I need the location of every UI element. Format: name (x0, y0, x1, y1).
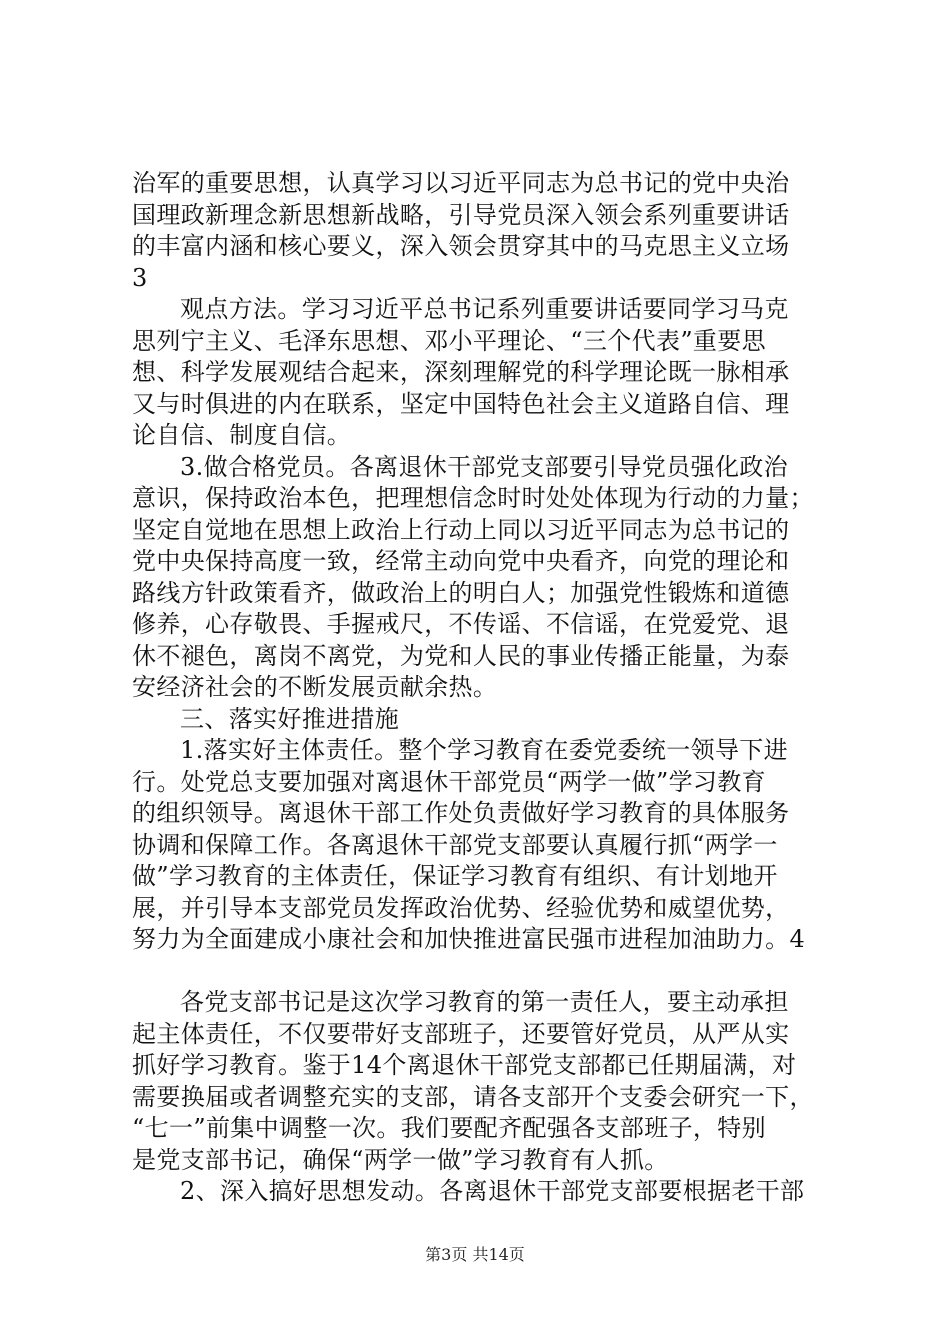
text-line: 展，并引导本支部党员发挥政治优势、经验优势和威望优势， (132, 893, 790, 922)
paragraph-start-line: 1.落实好主体责任。整个学习教育在委党委统一领导下进 (180, 736, 788, 764)
text-line: 协调和保障工作。各离退休干部党支部要认真履行抓“两学一 (132, 830, 778, 859)
text-line: 行。处党总支要加强对离退休干部党员“两学一做”学习教育 (132, 767, 766, 796)
text-line: “七一”前集中调整一次。我们要配齐配强各支部班子，特别 (132, 1114, 766, 1142)
text-line: 治军的重要思想，认真学习以习近平同志为总书记的党中央治 (132, 169, 790, 197)
blank-line (132, 956, 832, 988)
text-line: 党中央保持高度一致，经常主动向党中央看齐，向党的理论和 (132, 547, 790, 575)
text-line: 安经济社会的不断发展贡献余热。 (132, 673, 498, 701)
text-line: 国理政新理念新思想新战略，引导党员深入领会系列重要讲话 (132, 200, 790, 229)
text-line: 坚定自觉地在思想上政治上行动上同以习近平同志为总书记的 (132, 515, 790, 544)
page-number-footer: 第3页 共14页 (425, 1245, 525, 1264)
text-line: 的丰富内涵和核心要义，深入领会贯穿其中的马克思主义立场 (132, 232, 790, 260)
text-line: 想、科学发展观结合起来，深刻理解党的科学理论既一脉相承 (132, 358, 790, 386)
paragraph-start-line: 观点方法。学习习近平总书记系列重要讲话要同学习马克 (180, 295, 789, 323)
paragraph-start-line: 3.做合格党员。各离退休干部党支部要引导党员强化政治 (180, 452, 788, 481)
text-line: 休不褪色，离岗不离党，为党和人民的事业传播正能量，为泰 (132, 641, 790, 670)
text-line: 做”学习教育的主体责任，保证学习教育有组织、有计划地开 (132, 862, 778, 890)
text-line: 努力为全面建成小康社会和加快推进富民强市进程加油助力。4 (132, 925, 806, 953)
text-line: 修养，心存敬畏、手握戒尺，不传谣、不信谣，在党爱党、退 (132, 610, 790, 638)
text-line: 抓好学习教育。鉴于14个离退休干部党支部都已任期届满，对 (132, 1051, 797, 1079)
section-heading: 三、落实好推进措施 (180, 704, 400, 733)
paragraph-start-line: 各党支部书记是这次学习教育的第一责任人，要主动承担 (180, 988, 789, 1016)
document-body (132, 168, 832, 1208)
text-line: 又与时俱进的内在联系，坚定中国特色社会主义道路自信、理 (132, 389, 790, 418)
text-line: 路线方针政策看齐，做政治上的明白人；加强党性锻炼和道德 (132, 578, 790, 607)
text-line: 是党支部书记，确保“两学一做”学习教育有人抓。 (132, 1145, 669, 1174)
text-line: 需要换届或者调整充实的支部，请各支部开个支委会研究一下， (132, 1082, 814, 1111)
page-marker: 3 (132, 263, 148, 292)
paragraph-start-line: 2、深入搞好思想发动。各离退休干部党支部要根据老干部 (180, 1177, 805, 1205)
text-line: 的组织领导。离退休干部工作处负责做好学习教育的具体服务 (132, 799, 790, 827)
text-line: 起主体责任，不仅要带好支部班子，还要管好党员，从严从实 (132, 1019, 790, 1048)
text-line: 思列宁主义、毛泽东思想、邓小平理论、“三个代表”重要思 (132, 326, 766, 355)
text-line: 意识，保持政治本色，把理想信念时时处处体现为行动的力量； (132, 484, 814, 512)
text-line: 论自信、制度自信。 (132, 421, 352, 449)
